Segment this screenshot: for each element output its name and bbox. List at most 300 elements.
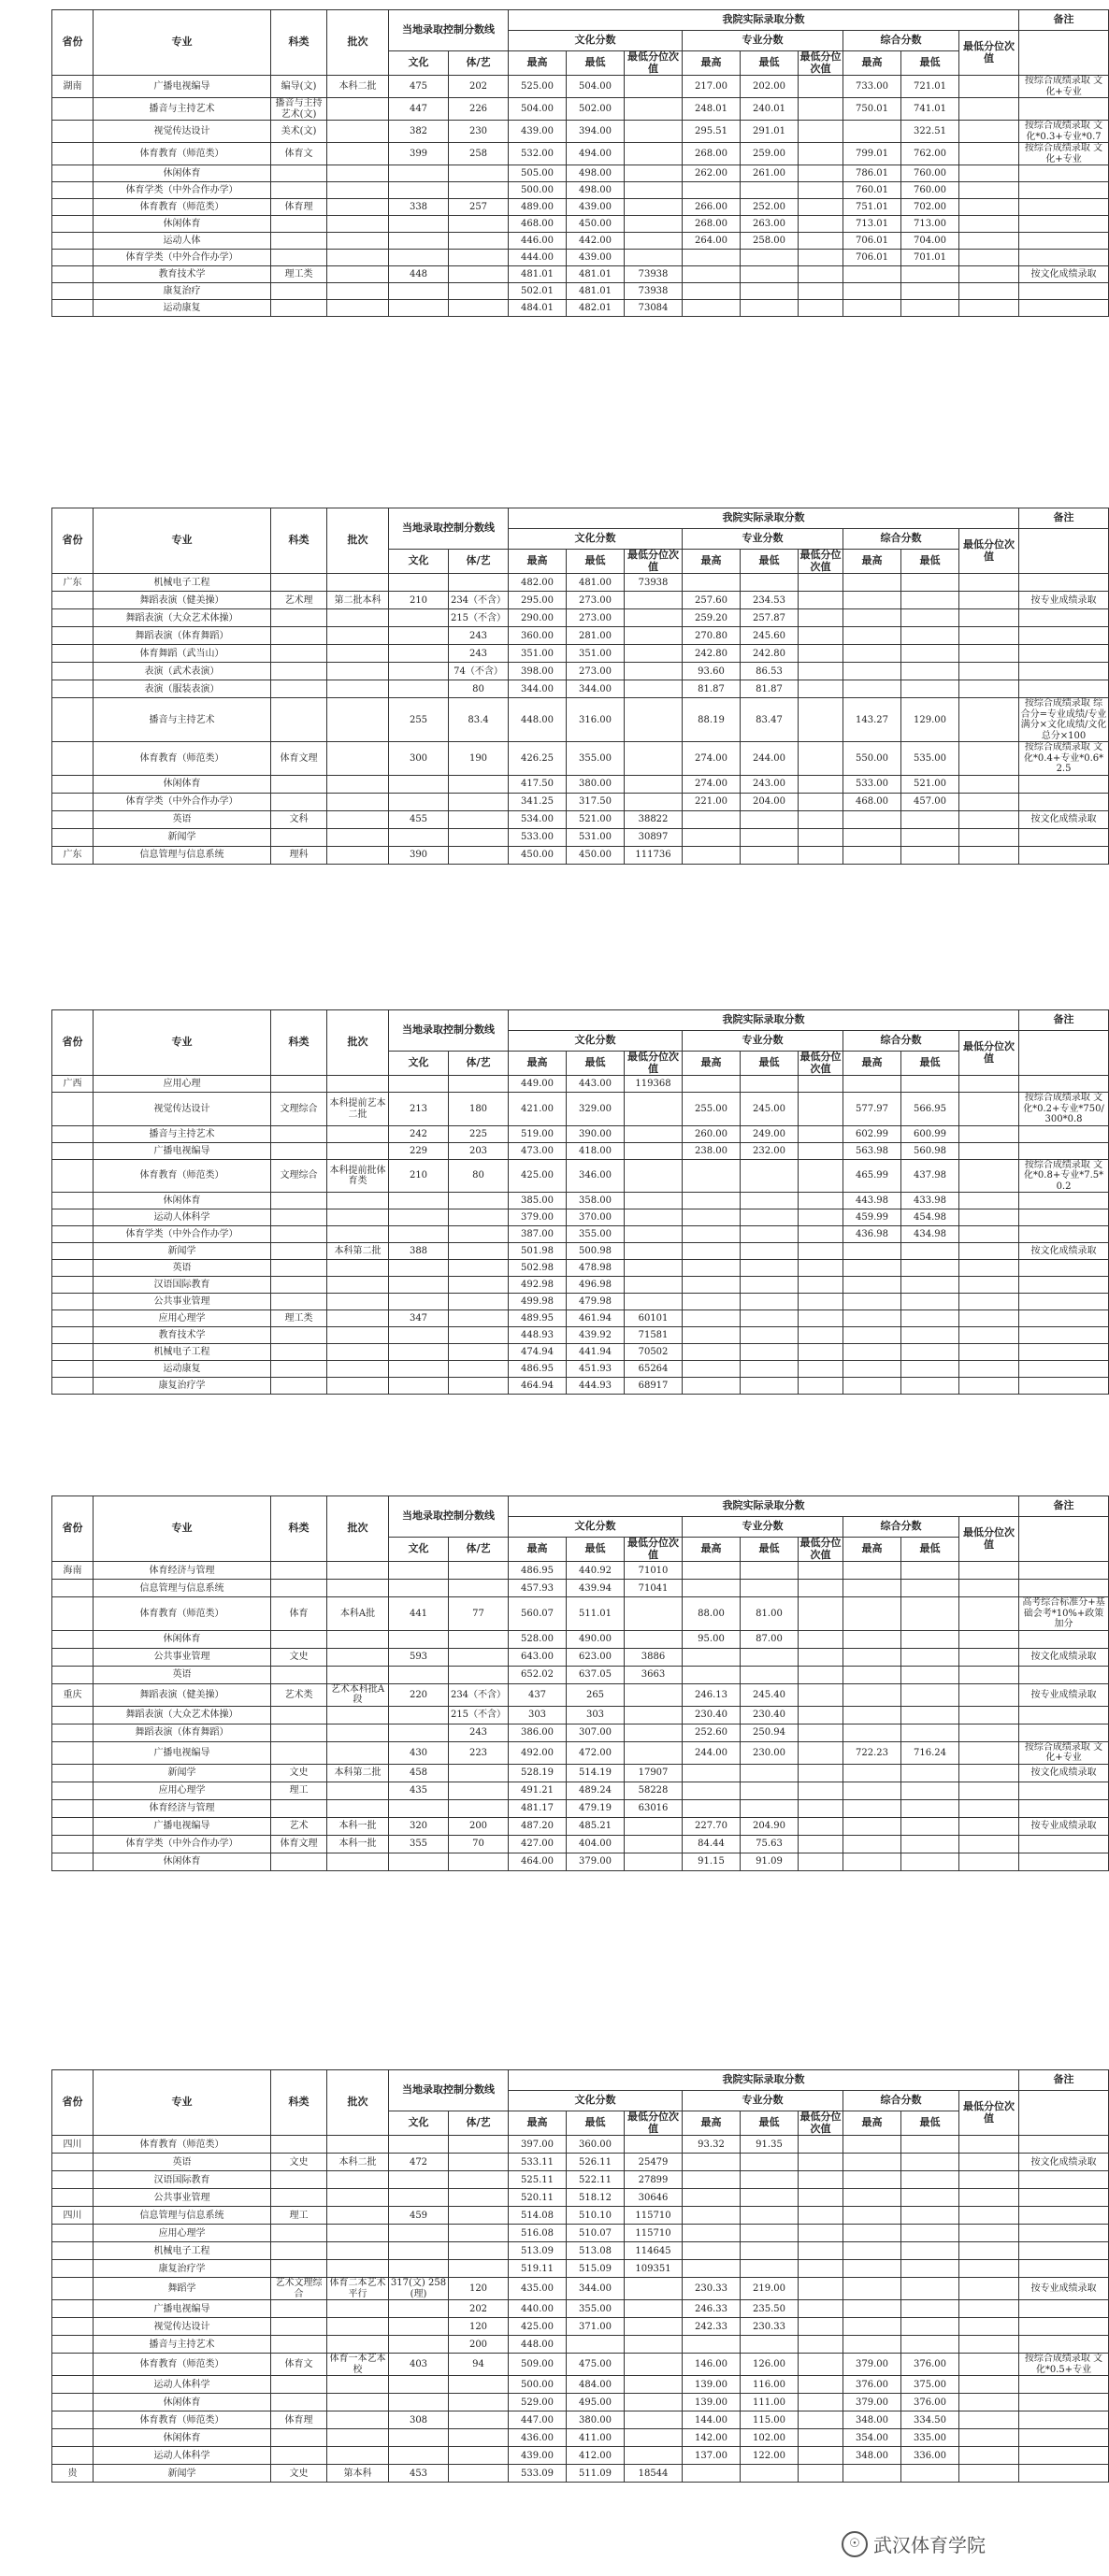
- table-row: [52, 846, 1109, 864]
- table-cell: 510.10: [567, 2207, 625, 2225]
- table-row: [52, 233, 1109, 250]
- col-comp-max: 最高: [843, 550, 901, 574]
- table-cell: [843, 2260, 901, 2278]
- table-cell: [843, 609, 901, 627]
- table-cell: [901, 1361, 959, 1378]
- table-cell: 81.00: [741, 1597, 799, 1631]
- table-cell: [52, 283, 94, 300]
- col-control-line: 当地录取控制分数线: [389, 2070, 509, 2111]
- table-cell: 600.99: [901, 1125, 959, 1142]
- table-cell: 435: [389, 1782, 449, 1799]
- table-cell: 按文化成绩录取: [1019, 810, 1109, 828]
- table-cell: 广播电视编导: [94, 1741, 271, 1764]
- table-cell: 休闲体育: [94, 2394, 271, 2411]
- table-cell: [389, 233, 449, 250]
- table-cell: [1019, 1724, 1109, 1741]
- table-cell: [683, 266, 741, 283]
- table-cell: 文史: [271, 1648, 327, 1666]
- table-cell: [799, 1782, 843, 1799]
- col-tiyi: 体/艺: [449, 1538, 509, 1562]
- table-cell: 视觉传达设计: [94, 2318, 271, 2336]
- table-cell: [389, 828, 449, 846]
- table-cell: [843, 300, 901, 317]
- table-cell: 398.00: [509, 663, 567, 680]
- table-cell: [52, 266, 94, 283]
- table-cell: [799, 182, 843, 199]
- table-cell: [843, 2154, 901, 2171]
- table-cell: 511.01: [567, 1597, 625, 1631]
- table-cell: [327, 199, 389, 216]
- score-table: [51, 508, 1109, 865]
- table-cell: 英语: [94, 1260, 271, 1277]
- table-cell: [52, 1630, 94, 1648]
- table-row: [52, 1142, 1109, 1159]
- table-row: [52, 1294, 1109, 1310]
- table-cell: [799, 1706, 843, 1724]
- table-cell: 25479: [625, 2154, 683, 2171]
- table-cell: 143.27: [843, 698, 901, 742]
- table-cell: 艺术类: [271, 1683, 327, 1706]
- col-composite: 综合分数: [843, 1031, 959, 1052]
- col-tiyi: 体/艺: [449, 550, 509, 574]
- table-cell: 308: [389, 2411, 449, 2429]
- table-cell: [959, 1142, 1019, 1159]
- table-cell: [799, 216, 843, 233]
- table-cell: 舞蹈表演（体育舞蹈）: [94, 1724, 271, 1741]
- table-row: [52, 216, 1109, 233]
- table-cell: [799, 2136, 843, 2154]
- table-cell: 122.00: [741, 2447, 799, 2465]
- col-category: 科类: [271, 508, 327, 574]
- table-cell: [449, 233, 509, 250]
- table-cell: 464.00: [509, 1853, 567, 1870]
- table-cell: 335.00: [901, 2429, 959, 2447]
- table-cell: [327, 1853, 389, 1870]
- table-cell: [271, 1125, 327, 1142]
- table-cell: [327, 1724, 389, 1741]
- table-cell: [959, 1683, 1019, 1706]
- table-cell: [52, 1648, 94, 1666]
- table-cell: [901, 1076, 959, 1093]
- table-cell: [959, 2447, 1019, 2465]
- col-culture: 文化分数: [509, 529, 683, 550]
- table-cell: 478.98: [567, 1260, 625, 1277]
- table-cell: [901, 627, 959, 645]
- table-cell: [449, 1344, 509, 1361]
- table-cell: 休闲体育: [94, 775, 271, 793]
- table-cell: [799, 645, 843, 663]
- table-cell: 307.00: [567, 1724, 625, 1741]
- table-cell: [389, 793, 449, 810]
- table-cell: 重庆: [52, 1683, 94, 1706]
- table-cell: [1019, 828, 1109, 846]
- table-cell: [449, 2171, 509, 2189]
- table-cell: 360.00: [567, 2136, 625, 2154]
- table-cell: [959, 592, 1019, 609]
- table-cell: 播音与主持艺术: [94, 2336, 271, 2354]
- table-cell: [52, 2376, 94, 2394]
- table-cell: [799, 1648, 843, 1666]
- table-cell: [959, 2225, 1019, 2242]
- score-table-panel: [51, 2069, 1103, 2555]
- table-cell: [327, 143, 389, 165]
- table-cell: 514.08: [509, 2207, 567, 2225]
- table-cell: 116.00: [741, 2376, 799, 2394]
- table-cell: [741, 1277, 799, 1294]
- table-cell: 137.00: [683, 2447, 741, 2465]
- table-cell: [271, 1209, 327, 1226]
- table-cell: [327, 165, 389, 182]
- table-cell: [901, 1782, 959, 1799]
- table-cell: [959, 1741, 1019, 1764]
- table-cell: [271, 1562, 327, 1580]
- table-cell: [959, 846, 1019, 864]
- table-cell: 按专业成绩录取: [1019, 2278, 1109, 2300]
- table-cell: [959, 1378, 1019, 1395]
- table-cell: [327, 1142, 389, 1159]
- table-cell: [1019, 283, 1109, 300]
- table-cell: [901, 1344, 959, 1361]
- table-cell: 521.00: [567, 810, 625, 828]
- table-cell: 274.00: [683, 742, 741, 776]
- table-cell: 73938: [625, 574, 683, 592]
- table-cell: 347: [389, 1310, 449, 1327]
- table-cell: 500.98: [567, 1243, 625, 1260]
- table-cell: [52, 1125, 94, 1142]
- table-cell: [449, 1853, 509, 1870]
- score-table: [51, 1496, 1109, 1871]
- table-cell: [799, 2394, 843, 2411]
- table-cell: [959, 1648, 1019, 1666]
- table-cell: [959, 250, 1019, 266]
- table-cell: [271, 2242, 327, 2260]
- table-cell: 按专业成绩录取: [1019, 1683, 1109, 1706]
- table-cell: 英语: [94, 810, 271, 828]
- table-cell: [449, 1782, 509, 1799]
- table-cell: 本科第二批: [327, 1243, 389, 1260]
- table-cell: 理工: [271, 2207, 327, 2225]
- table-cell: [683, 1260, 741, 1277]
- table-cell: 舞蹈学: [94, 2278, 271, 2300]
- table-cell: [389, 1193, 449, 1209]
- table-cell: 643.00: [509, 1648, 567, 1666]
- table-cell: [52, 1782, 94, 1799]
- table-row: [52, 627, 1109, 645]
- table-cell: [271, 1361, 327, 1378]
- table-cell: [843, 1580, 901, 1597]
- table-cell: [52, 1310, 94, 1327]
- table-cell: 91.35: [741, 2136, 799, 2154]
- table-cell: 468.00: [509, 216, 567, 233]
- table-cell: [449, 2207, 509, 2225]
- table-cell: [799, 2154, 843, 2171]
- table-cell: [901, 1580, 959, 1597]
- table-cell: [901, 2318, 959, 2336]
- table-cell: 526.11: [567, 2154, 625, 2171]
- table-cell: [799, 1817, 843, 1835]
- table-cell: [271, 1706, 327, 1724]
- table-cell: 602.99: [843, 1125, 901, 1142]
- table-cell: [799, 199, 843, 216]
- table-cell: 体育教育（师范类）: [94, 143, 271, 165]
- table-cell: [52, 698, 94, 742]
- table-cell: [625, 121, 683, 143]
- table-cell: 湖南: [52, 76, 94, 98]
- table-cell: 713.00: [901, 216, 959, 233]
- table-cell: 264.00: [683, 233, 741, 250]
- table-cell: [901, 2189, 959, 2207]
- table-cell: [327, 1741, 389, 1764]
- table-cell: [799, 1310, 843, 1327]
- table-cell: 230.33: [741, 2318, 799, 2336]
- table-cell: 理工类: [271, 266, 327, 283]
- table-cell: [625, 1193, 683, 1209]
- table-cell: [799, 1344, 843, 1361]
- table-cell: [901, 828, 959, 846]
- table-cell: 472: [389, 2154, 449, 2171]
- table-cell: [901, 1835, 959, 1853]
- table-cell: [901, 1327, 959, 1344]
- table-cell: [625, 1835, 683, 1853]
- col-comp-max: 最高: [843, 1052, 901, 1076]
- table-row: [52, 2447, 1109, 2465]
- table-cell: 86.53: [741, 663, 799, 680]
- table-cell: [389, 1226, 449, 1243]
- table-cell: 115710: [625, 2207, 683, 2225]
- table-cell: [959, 1666, 1019, 1683]
- table-cell: [843, 1076, 901, 1093]
- table-cell: [959, 1226, 1019, 1243]
- table-cell: [959, 1344, 1019, 1361]
- table-cell: 344.00: [567, 680, 625, 698]
- table-cell: [741, 1209, 799, 1226]
- table-cell: 146.00: [683, 2354, 741, 2376]
- col-prof-rank: 最低分位次值: [799, 1537, 842, 1561]
- table-cell: [901, 1630, 959, 1648]
- table-cell: [327, 663, 389, 680]
- table-cell: [799, 2242, 843, 2260]
- table-cell: [449, 2225, 509, 2242]
- table-cell: 240.01: [741, 98, 799, 121]
- table-cell: 英语: [94, 1666, 271, 1683]
- table-cell: 广播电视编导: [94, 1142, 271, 1159]
- table-cell: [327, 810, 389, 828]
- table-cell: [799, 1764, 843, 1782]
- table-cell: [449, 1294, 509, 1310]
- table-cell: [327, 680, 389, 698]
- table-cell: 447.00: [509, 2411, 567, 2429]
- table-cell: 500.00: [509, 2376, 567, 2394]
- score-table-panel: [51, 508, 1107, 988]
- table-cell: 休闲体育: [94, 2429, 271, 2447]
- table-cell: [52, 1193, 94, 1209]
- table-cell: [843, 1799, 901, 1817]
- table-cell: [327, 2207, 389, 2225]
- table-cell: [959, 2278, 1019, 2300]
- col-culture: 文化分数: [509, 2091, 683, 2111]
- table-cell: [52, 1764, 94, 1782]
- table-cell: 新闻学: [94, 1243, 271, 1260]
- table-cell: 230.40: [683, 1706, 741, 1724]
- table-cell: 70: [449, 1835, 509, 1853]
- col-control-line: 当地录取控制分数线: [389, 1496, 509, 1538]
- table-cell: [625, 233, 683, 250]
- table-cell: [959, 1361, 1019, 1378]
- table-cell: [799, 2171, 843, 2189]
- table-row: [52, 1724, 1109, 1741]
- table-cell: 248.01: [683, 98, 741, 121]
- table-cell: [901, 283, 959, 300]
- col-remark-blank: [1019, 529, 1109, 574]
- table-cell: [52, 810, 94, 828]
- table-cell: [625, 1597, 683, 1631]
- table-cell: [52, 216, 94, 233]
- table-cell: [327, 2447, 389, 2465]
- col-batch: 批次: [327, 1496, 389, 1562]
- table-cell: 广东: [52, 846, 94, 864]
- table-cell: [799, 300, 843, 317]
- table-row: [52, 2411, 1109, 2429]
- table-cell: [271, 828, 327, 846]
- table-cell: [799, 1076, 843, 1093]
- score-table-panel: [51, 1496, 1105, 2056]
- table-row: [52, 810, 1109, 828]
- table-cell: 艺术: [271, 1817, 327, 1835]
- col-batch: 批次: [327, 2070, 389, 2136]
- table-cell: [1019, 680, 1109, 698]
- table-cell: [799, 1853, 843, 1870]
- table-cell: 新闻学: [94, 2465, 271, 2483]
- table-cell: [271, 663, 327, 680]
- table-cell: 文理综合: [271, 1093, 327, 1126]
- table-cell: 204.90: [741, 1817, 799, 1835]
- table-cell: 播音与主持艺术: [94, 698, 271, 742]
- table-cell: [843, 1378, 901, 1395]
- table-cell: 317(文) 258(理): [389, 2278, 449, 2300]
- table-row: [52, 2225, 1109, 2242]
- table-cell: 广播电视编导: [94, 1817, 271, 1835]
- table-cell: [327, 1260, 389, 1277]
- table-cell: [389, 627, 449, 645]
- table-cell: [799, 1327, 843, 1344]
- table-cell: [901, 574, 959, 592]
- col-prof-min: 最低: [741, 1052, 799, 1076]
- table-cell: 223: [449, 1741, 509, 1764]
- col-rank: 最低分位次值: [959, 1517, 1019, 1562]
- table-cell: 本科提前批体育类: [327, 1159, 389, 1193]
- table-cell: [1019, 165, 1109, 182]
- table-cell: 230: [449, 121, 509, 143]
- table-cell: [389, 2300, 449, 2318]
- table-cell: 应用心理学: [94, 1782, 271, 1799]
- col-culture-max: 最高: [509, 1052, 567, 1076]
- col-prof-rank: 最低分位次值: [799, 1051, 842, 1075]
- table-cell: 371.00: [567, 2318, 625, 2336]
- table-cell: 303: [567, 1706, 625, 1724]
- table-cell: [52, 775, 94, 793]
- table-cell: [625, 199, 683, 216]
- table-cell: 221.00: [683, 793, 741, 810]
- table-cell: [52, 199, 94, 216]
- table-cell: 522.11: [567, 2171, 625, 2189]
- table-cell: [959, 98, 1019, 121]
- table-cell: 第二批本科: [327, 592, 389, 609]
- table-cell: 91.09: [741, 1853, 799, 1870]
- table-cell: [799, 846, 843, 864]
- table-cell: [52, 182, 94, 199]
- col-culture-rank: 最低分位次值: [625, 550, 683, 574]
- table-cell: 459: [389, 2207, 449, 2225]
- table-cell: [741, 2336, 799, 2354]
- table-cell: [389, 1706, 449, 1724]
- table-cell: 体育学类（中外合作办学）: [94, 250, 271, 266]
- table-cell: 243: [449, 1724, 509, 1741]
- col-profession: 专业分数: [683, 31, 843, 51]
- table-cell: 体育教育（师范类）: [94, 1597, 271, 1631]
- table-cell: [683, 1648, 741, 1666]
- col-culture-min: 最低: [567, 2111, 625, 2136]
- table-cell: [327, 2336, 389, 2354]
- table-cell: [959, 1243, 1019, 1260]
- col-remark-blank: [1019, 31, 1109, 76]
- table-cell: [959, 233, 1019, 250]
- table-cell: 458: [389, 1764, 449, 1782]
- table-cell: [959, 775, 1019, 793]
- table-cell: [389, 250, 449, 266]
- table-cell: 513.08: [567, 2242, 625, 2260]
- table-cell: [52, 742, 94, 776]
- table-cell: [901, 1666, 959, 1683]
- table-cell: 第本科: [327, 2465, 389, 2483]
- col-composite: 综合分数: [843, 2091, 959, 2111]
- table-cell: 387.00: [509, 1226, 567, 1243]
- table-cell: [52, 2171, 94, 2189]
- table-cell: [843, 2171, 901, 2189]
- table-cell: [843, 2278, 901, 2300]
- table-cell: [449, 2154, 509, 2171]
- table-cell: 广东: [52, 574, 94, 592]
- col-profession: 专业分数: [683, 1031, 843, 1052]
- table-row: [52, 775, 1109, 793]
- table-cell: [741, 1361, 799, 1378]
- table-cell: [799, 2411, 843, 2429]
- table-cell: [1019, 2225, 1109, 2242]
- col-comp-min: 最低: [901, 550, 959, 574]
- col-major: 专业: [94, 1010, 271, 1076]
- table-cell: 300: [389, 742, 449, 776]
- table-cell: [1019, 2336, 1109, 2354]
- table-cell: 475.00: [567, 2354, 625, 2376]
- table-cell: 259.20: [683, 609, 741, 627]
- table-cell: 234.53: [741, 592, 799, 609]
- table-cell: [843, 2242, 901, 2260]
- table-cell: 81.87: [741, 680, 799, 698]
- col-culture-min: 最低: [567, 1538, 625, 1562]
- table-cell: [389, 1209, 449, 1226]
- table-cell: [843, 1683, 901, 1706]
- table-cell: [1019, 2376, 1109, 2394]
- table-cell: [625, 1706, 683, 1724]
- table-cell: [843, 1243, 901, 1260]
- table-cell: [625, 698, 683, 742]
- table-cell: [271, 645, 327, 663]
- table-cell: 康复治疗: [94, 283, 271, 300]
- table-cell: 273.00: [567, 663, 625, 680]
- table-cell: 316.00: [567, 698, 625, 742]
- table-cell: [799, 574, 843, 592]
- table-cell: 190: [449, 742, 509, 776]
- table-row: [52, 121, 1109, 143]
